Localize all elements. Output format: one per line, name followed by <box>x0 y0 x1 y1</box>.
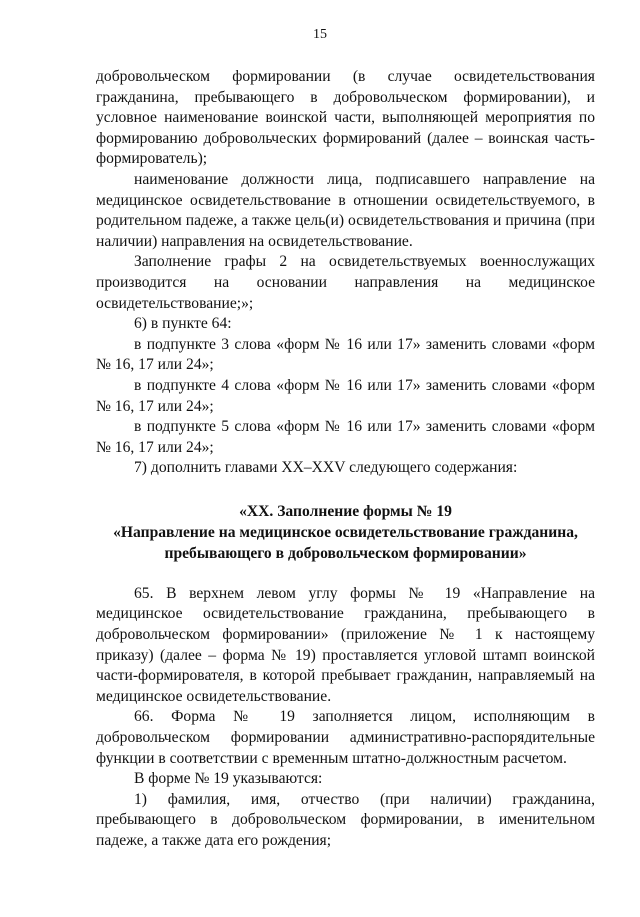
page-number: 15 <box>313 27 327 42</box>
paragraph: 1) фамилия, имя, отчество (при наличии) гражданина, пребывающего в добровольческом формировании, в именительном падеже, а также дата его рождения; <box>96 790 595 849</box>
paragraph: В форме № 19 указываются: <box>134 770 323 788</box>
paragraph: 65. В верхнем левом углу формы № 19 «Направление на медицинское освидетельствование гражданина, пребывающего в добровольческом формировании» (приложение № 1 к настоящему приказу) (далее – форма № 19) проставляется угловой штамп воинской части-формирователя, в которой пребывает гражданин, направляемый на медицинское освидетельствование. <box>96 584 595 705</box>
paragraph: 6) в пункте 64: <box>134 315 232 333</box>
paragraph: добровольческом формировании (в случае освидетельствования гражданина, пребывающего в добровольческом формировании), и условное наименование воинской части, выполняющей мероприятия по формированию добровольческих формирований (далее – воинская часть-формирователь); <box>96 68 595 168</box>
paragraph: 66. Форма № 19 заполняется лицом, исполняющим в добровольческом формировании административно-распорядительные функции в соответствии с временным штатно-должностным расчетом. <box>96 708 595 767</box>
paragraph: Заполнение графы 2 на освидетельствуемых военнослужащих производится на основании направления на медицинское освидетельствование;»; <box>96 253 595 312</box>
document-body <box>96 67 595 852</box>
paragraph: в подпункте 4 слова «форм № 16 или 17» заменить словами «форм № 16, 17 или 24»; <box>96 376 595 415</box>
chapter-subtitle: «Направление на медицинское освидетельствование гражданина, пребывающего в добровольческом формировании» <box>113 523 578 562</box>
paragraph: в подпункте 3 слова «форм № 16 или 17» заменить словами «форм № 16, 17 или 24»; <box>96 335 595 374</box>
paragraph: наименование должности лица, подписавшего направление на медицинское освидетельствование в отношении освидетельствуемого, в родительном падеже, а также цель(и) освидетельствования и причина (при наличии) направления на освидетельствование. <box>96 170 595 250</box>
chapter-title: «XX. Заполнение формы № 19 <box>239 502 452 520</box>
chapter-heading <box>96 501 595 564</box>
paragraph: в подпункте 5 слова «форм № 16 или 17» заменить словами «форм № 16, 17 или 24»; <box>96 418 595 456</box>
paragraph: 7) дополнить главами XX–XXV следующего содержания: <box>134 459 518 477</box>
